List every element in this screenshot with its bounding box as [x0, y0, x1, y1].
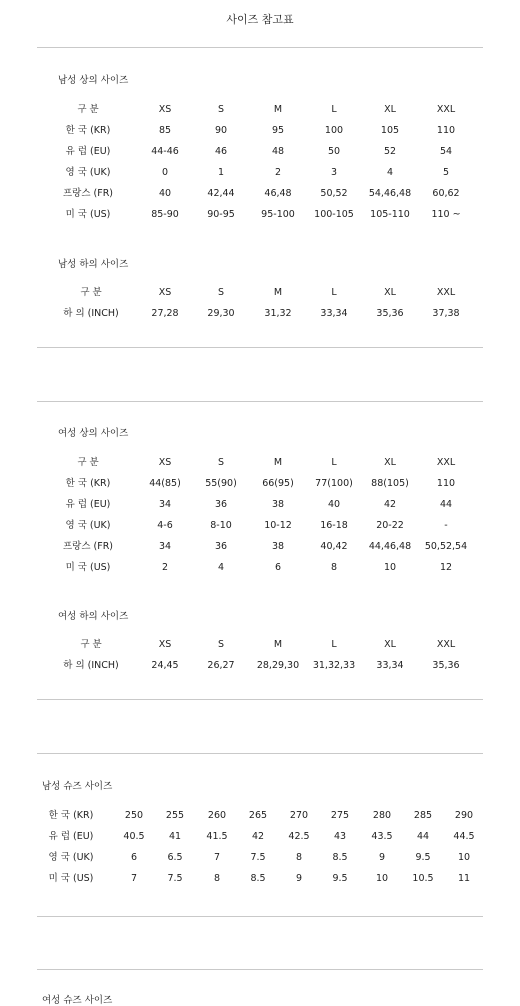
table-cell: 1 [217, 167, 225, 178]
table-cell: 43.5 [371, 831, 393, 842]
row-header-cell: 한 국 (KR) [65, 125, 111, 136]
table-cell: 285 [413, 810, 433, 821]
table-cell: 8 [213, 873, 221, 884]
table-cell: 24,45 [151, 660, 179, 671]
page-title: 사이즈 참고표 [226, 13, 294, 26]
table-cell: 85 [158, 125, 172, 136]
table-cell: 16-18 [320, 520, 348, 531]
table-cell: 26,27 [207, 660, 235, 671]
row-header-cell: 미 국 (US) [65, 562, 111, 573]
row-header-cell: 프랑스 (FR) [62, 541, 114, 552]
table-row [0, 638, 520, 652]
row-header-cell: 유 럽 (EU) [48, 831, 94, 842]
table-cell: 36 [214, 499, 228, 510]
table-cell: 35,36 [432, 660, 460, 671]
table-cell: 9.5 [332, 873, 348, 884]
table-cell: 90-95 [207, 209, 235, 220]
row-header-cell: 유 럽 (EU) [65, 499, 111, 510]
table-cell: 260 [207, 810, 227, 821]
table-cell: 43 [333, 831, 347, 842]
table-cell: XL [384, 104, 396, 115]
table-cell: 250 [124, 810, 144, 821]
table-cell: 280 [372, 810, 392, 821]
table-cell: 9.5 [415, 852, 431, 863]
section-title-men-top: 남성 상의 사이즈 [58, 75, 129, 86]
table-cell: 7 [130, 873, 138, 884]
table-cell: XS [158, 457, 172, 468]
table-cell: M [273, 287, 283, 298]
table-cell: 34 [158, 499, 172, 510]
table-row [0, 830, 520, 844]
table-cell: S [217, 639, 225, 650]
table-cell: 8 [295, 852, 303, 863]
table-cell: M [273, 639, 283, 650]
table-cell: 9 [295, 873, 303, 884]
row-header-cell: 구 분 [80, 287, 102, 298]
table-cell: 34 [158, 541, 172, 552]
table-row [0, 519, 520, 533]
table-cell: 35,36 [376, 308, 404, 319]
table-cell: 54 [439, 146, 453, 157]
divider [37, 401, 483, 402]
table-cell: 31,32 [264, 308, 292, 319]
table-cell: 40,42 [320, 541, 348, 552]
row-header-cell: 한 국 (KR) [65, 478, 111, 489]
table-row [0, 498, 520, 512]
table-cell: 41 [168, 831, 182, 842]
table-cell: 95 [271, 125, 285, 136]
section-title-women-top: 여성 상의 사이즈 [58, 428, 129, 439]
divider [37, 969, 483, 970]
table-cell: 110 ~ [431, 209, 461, 220]
section-title-women-bottom: 여성 하의 사이즈 [58, 611, 129, 622]
table-cell: 37,38 [432, 308, 460, 319]
table-cell: 10 [457, 852, 471, 863]
table-cell: 55(90) [205, 478, 237, 489]
table-cell: 275 [330, 810, 350, 821]
table-cell: 2 [274, 167, 282, 178]
table-cell: 66(95) [262, 478, 294, 489]
section-title-men-shoes: 남성 슈즈 사이즈 [42, 781, 113, 792]
table-row [0, 187, 520, 201]
table-cell: 10 [383, 562, 397, 573]
table-cell: 110 [436, 125, 456, 136]
table-cell: 33,34 [376, 660, 404, 671]
table-cell: L [331, 639, 337, 650]
table-cell: 20-22 [376, 520, 404, 531]
table-cell: 100-105 [314, 209, 354, 220]
table-cell: 40 [158, 188, 172, 199]
table-cell: 38 [271, 541, 285, 552]
table-cell: 4 [217, 562, 225, 573]
table-cell: XS [158, 287, 172, 298]
table-cell: 9 [378, 852, 386, 863]
row-header-cell: 한 국 (KR) [48, 810, 94, 821]
table-row [0, 809, 520, 823]
table-cell: 44 [439, 499, 453, 510]
table-cell: 7 [213, 852, 221, 863]
table-row [0, 307, 520, 321]
table-cell: XS [158, 639, 172, 650]
row-header-cell: 구 분 [77, 457, 99, 468]
table-cell: 28,29,30 [256, 660, 300, 671]
table-cell: L [331, 287, 337, 298]
table-cell: 110 [436, 478, 456, 489]
table-cell: 85-90 [151, 209, 179, 220]
table-cell: M [273, 104, 283, 115]
table-cell: 52 [383, 146, 397, 157]
row-header-cell: 영 국 (UK) [48, 852, 94, 863]
table-cell: 4 [386, 167, 394, 178]
table-cell: 8.5 [250, 873, 266, 884]
table-cell: 38 [271, 499, 285, 510]
table-cell: - [444, 520, 448, 531]
row-header-cell: 미 국 (US) [65, 209, 111, 220]
table-cell: 42,44 [207, 188, 235, 199]
row-header-cell: 영 국 (UK) [65, 167, 111, 178]
table-row [0, 456, 520, 470]
table-cell: 255 [165, 810, 185, 821]
table-row [0, 208, 520, 222]
table-cell: 44.5 [453, 831, 475, 842]
table-cell: 10.5 [412, 873, 434, 884]
table-cell: 41.5 [206, 831, 228, 842]
table-cell: 3 [330, 167, 338, 178]
table-cell: 7.5 [250, 852, 266, 863]
divider [37, 916, 483, 917]
row-header-cell: 구 분 [77, 104, 99, 115]
table-cell: XXL [436, 639, 456, 650]
table-cell: 77(100) [315, 478, 353, 489]
table-cell: 88(105) [371, 478, 409, 489]
table-cell: 48 [271, 146, 285, 157]
row-header-cell: 유 럽 (EU) [65, 146, 111, 157]
row-header-cell: 하 의 (INCH) [63, 660, 119, 671]
divider [37, 753, 483, 754]
row-header-cell: 구 분 [80, 639, 102, 650]
section-title-women-shoes: 여성 슈즈 사이즈 [42, 995, 113, 1006]
table-cell: 10-12 [264, 520, 292, 531]
table-cell: 105 [380, 125, 400, 136]
table-cell: 42.5 [288, 831, 310, 842]
table-cell: M [273, 457, 283, 468]
table-cell: 40.5 [123, 831, 145, 842]
table-cell: 44-46 [151, 146, 179, 157]
table-cell: 90 [214, 125, 228, 136]
table-row [0, 124, 520, 138]
table-cell: 12 [439, 562, 453, 573]
table-cell: XXL [436, 104, 456, 115]
table-cell: S [217, 457, 225, 468]
divider [37, 347, 483, 348]
table-cell: 8-10 [210, 520, 232, 531]
table-cell: 46 [214, 146, 228, 157]
table-row [0, 477, 520, 491]
table-cell: XS [158, 104, 172, 115]
table-cell: 33,34 [320, 308, 348, 319]
table-cell: 50 [327, 146, 341, 157]
table-cell: L [331, 104, 337, 115]
table-cell: S [217, 287, 225, 298]
row-header-cell: 하 의 (INCH) [63, 308, 119, 319]
row-header-cell: 프랑스 (FR) [62, 188, 114, 199]
table-cell: 6 [130, 852, 138, 863]
table-cell: 290 [454, 810, 474, 821]
table-cell: 29,30 [207, 308, 235, 319]
table-cell: 36 [214, 541, 228, 552]
table-cell: 8 [330, 562, 338, 573]
table-cell: 8.5 [332, 852, 348, 863]
table-cell: 42 [251, 831, 265, 842]
table-cell: 100 [324, 125, 344, 136]
table-cell: 27,28 [151, 308, 179, 319]
table-cell: 5 [442, 167, 450, 178]
row-header-cell: 미 국 (US) [48, 873, 94, 884]
table-row [0, 286, 520, 300]
table-cell: 50,52 [320, 188, 348, 199]
table-cell: 0 [161, 167, 169, 178]
table-cell: 44(85) [149, 478, 181, 489]
table-cell: 11 [457, 873, 471, 884]
table-row [0, 540, 520, 554]
table-row [0, 659, 520, 673]
section-title-men-bottom: 남성 하의 사이즈 [58, 259, 129, 270]
row-header-cell: 영 국 (UK) [65, 520, 111, 531]
table-cell: 44,46,48 [368, 541, 412, 552]
table-cell: XL [384, 457, 396, 468]
table-cell: 4-6 [157, 520, 173, 531]
divider [37, 699, 483, 700]
table-cell: 7.5 [167, 873, 183, 884]
table-cell: 95-100 [261, 209, 295, 220]
divider [37, 47, 483, 48]
table-cell: XL [384, 639, 396, 650]
table-cell: 6 [274, 562, 282, 573]
table-cell: XXL [436, 287, 456, 298]
table-row [0, 166, 520, 180]
table-cell: 44 [416, 831, 430, 842]
table-cell: 40 [327, 499, 341, 510]
table-cell: S [217, 104, 225, 115]
table-row [0, 103, 520, 117]
table-cell: 31,32,33 [312, 660, 356, 671]
table-cell: 42 [383, 499, 397, 510]
table-cell: 10 [375, 873, 389, 884]
table-cell: 2 [161, 562, 169, 573]
table-cell: 265 [248, 810, 268, 821]
table-cell: L [331, 457, 337, 468]
table-cell: 54,46,48 [368, 188, 412, 199]
table-cell: XXL [436, 457, 456, 468]
table-row [0, 872, 520, 886]
table-cell: 46,48 [264, 188, 292, 199]
table-row [0, 851, 520, 865]
table-row [0, 145, 520, 159]
table-cell: 105-110 [370, 209, 410, 220]
table-row [0, 561, 520, 575]
table-cell: XL [384, 287, 396, 298]
table-cell: 60,62 [432, 188, 460, 199]
table-cell: 50,52,54 [424, 541, 468, 552]
table-cell: 270 [289, 810, 309, 821]
table-cell: 6.5 [167, 852, 183, 863]
